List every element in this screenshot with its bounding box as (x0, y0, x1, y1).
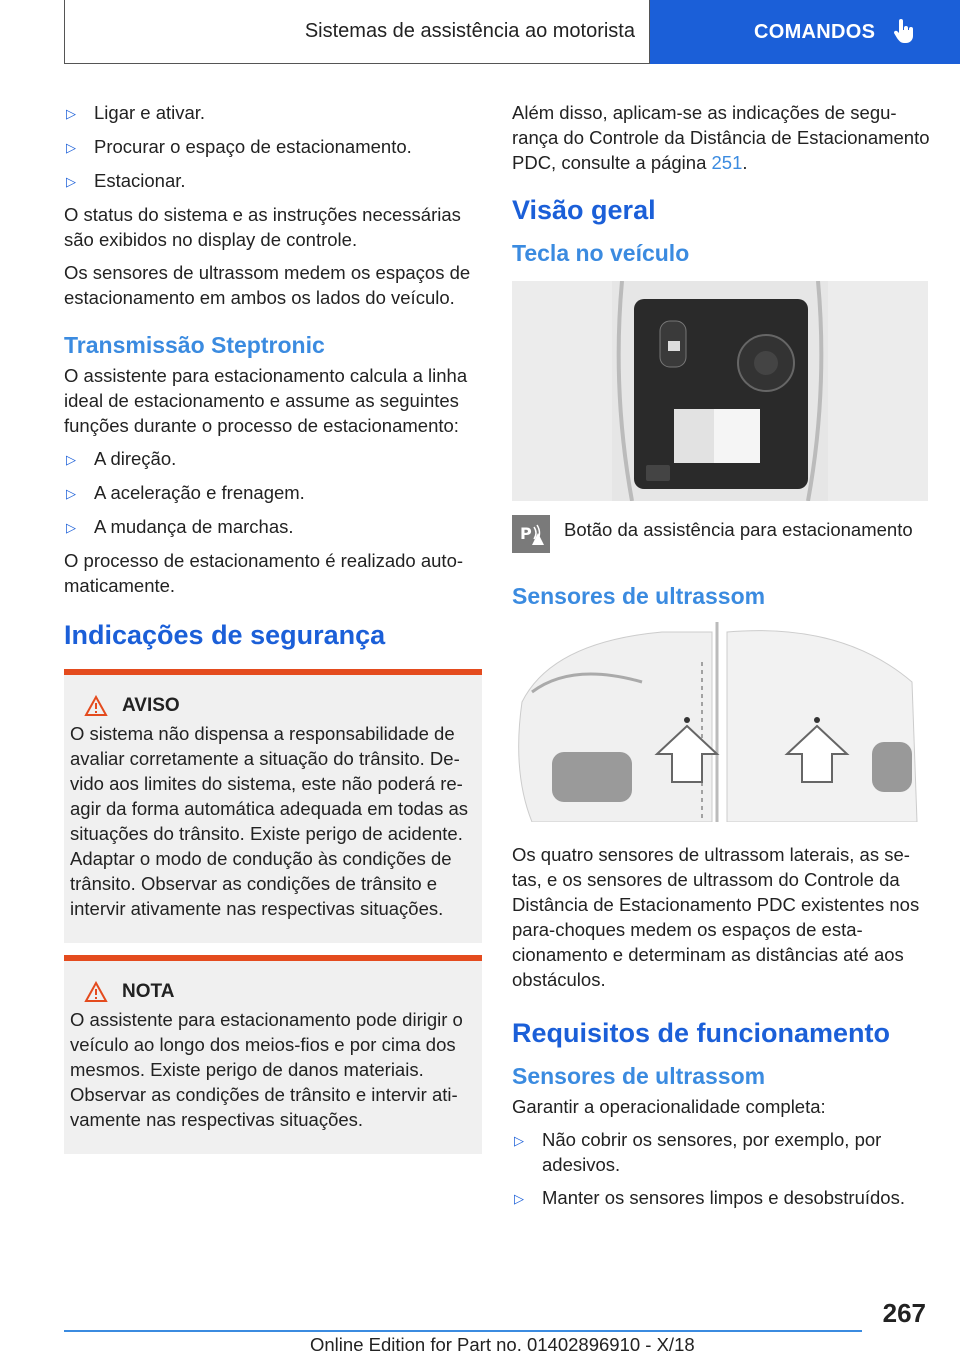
list-item: ▷ Não cobrir os sensores, por exemplo, por adesivos. (514, 1129, 882, 1175)
warning-triangle-icon (84, 981, 108, 1003)
heading-overview: Visão geral (512, 195, 656, 225)
page-link[interactable]: 251 (711, 152, 743, 173)
left-column (64, 100, 482, 1154)
chapter-title: COMANDOS (754, 20, 876, 43)
triangle-bullet-icon: ▷ (66, 452, 76, 467)
triangle-bullet-icon: ▷ (514, 1191, 524, 1206)
page-number: 267 (882, 1298, 926, 1328)
list-item: ▷ Manter os sensores limpos e desobstruídos. (512, 1185, 930, 1211)
warning-triangle-icon (84, 695, 108, 717)
triangle-bullet-icon: ▷ (514, 1133, 524, 1148)
heading-sensors-2: Sensores de ultrassom (512, 1063, 766, 1089)
list-item: ▷ A direção. (64, 446, 482, 472)
list-item: ▷ Estacionar. (64, 168, 482, 194)
triangle-bullet-icon: ▷ (66, 140, 76, 155)
list-item: ▷ A aceleração e frenagem. (64, 480, 482, 506)
paragraph-sensors: Os sensores de ultrassom medem os espaços de estacionamento em ambos os lados do veículo. (64, 262, 471, 308)
footer-divider (64, 1330, 862, 1332)
section-title: Sistemas de assistência ao motorista (304, 20, 635, 42)
triangle-bullet-icon: ▷ (66, 520, 76, 535)
car-sensors-photo (512, 622, 928, 822)
paragraph-requirements: Garantir a operacionalidade completa: (512, 1096, 826, 1117)
legend-text: Botão da assistência para estacionamento (564, 519, 913, 540)
paragraph-assistant: O assistente para estacionamento calcula a linha ideal de estacionamento e assume as seguintes funções durante o processo de estacionamento: (64, 365, 468, 436)
legend (512, 515, 930, 553)
triangle-bullet-icon: ▷ (66, 174, 76, 189)
footer-edition: Online Edition for Part no. 01402896910 - X/18 (310, 1334, 695, 1355)
warning-text: O sistema não dispensa a responsabilidade de avaliar corretamente a situação do trânsito. Devido aos limites do sistema, este não poderá reagir da forma automática adequada em todas as situações do trânsito. Existe perigo de acidente. Adaptar o modo de condução às condições de trânsito. Observar as condições de trânsito e intervir ativamente nas respectivas situações. (70, 723, 468, 919)
paragraph-automatic: O processo de estacionamento é realizado automaticamente. (64, 550, 464, 596)
svg-text:P: P (520, 524, 532, 543)
note-text: O assistente para estacionamento pode dirigir o veículo ao longo dos meios-fios e por cima dos mesmos. Existe perigo de danos materiais. Observar as condições de trânsito e intervir ativamente nas respectivas situações. (70, 1009, 463, 1130)
heading-requirements: Requisitos de funcionamento (512, 1018, 891, 1048)
triangle-bullet-icon: ▷ (66, 106, 76, 121)
heading-steptronic: Transmissão Steptronic (64, 332, 325, 358)
pointing-hand-icon (893, 19, 915, 45)
header-section (64, 0, 650, 64)
warning-title: AVISO (122, 695, 180, 716)
paragraph-status: O status do sistema e as instruções necessárias são exibidos no display de controle. (64, 204, 461, 250)
paragraph-pdc: Além disso, aplicam-se as indicações de segurança do Controle da Distância de Estacionamento PDC, consulte a página 251. (512, 102, 930, 173)
triangle-bullet-icon: ▷ (66, 486, 76, 501)
heading-button: Tecla no veículo (512, 240, 690, 266)
warning-box (64, 669, 482, 943)
paragraph-sensor-description: Os quatro sensores de ultrassom laterais, as setas, e os sensores de ultrassom do Controle da Distância de Estacionamento PDC existentes nos para-choques medem os espaços de estacionamento e determinam as distâncias até aos obstáculos. (512, 844, 920, 990)
note-title: NOTA (122, 981, 175, 1002)
console-photo (512, 281, 928, 501)
note-box (64, 955, 482, 1154)
header-chapter[interactable] (650, 0, 960, 64)
list-item: ▷ Procurar o espaço de estacionamento. (64, 134, 482, 160)
list-item: ▷ Ligar e ativar. (64, 100, 482, 126)
right-column (512, 100, 930, 1219)
list-item: ▷ A mudança de marchas. (64, 514, 482, 540)
parking-assist-button-icon (512, 515, 550, 553)
heading-safety: Indicações de segurança (64, 620, 386, 650)
heading-sensors: Sensores de ultrassom (512, 583, 766, 609)
